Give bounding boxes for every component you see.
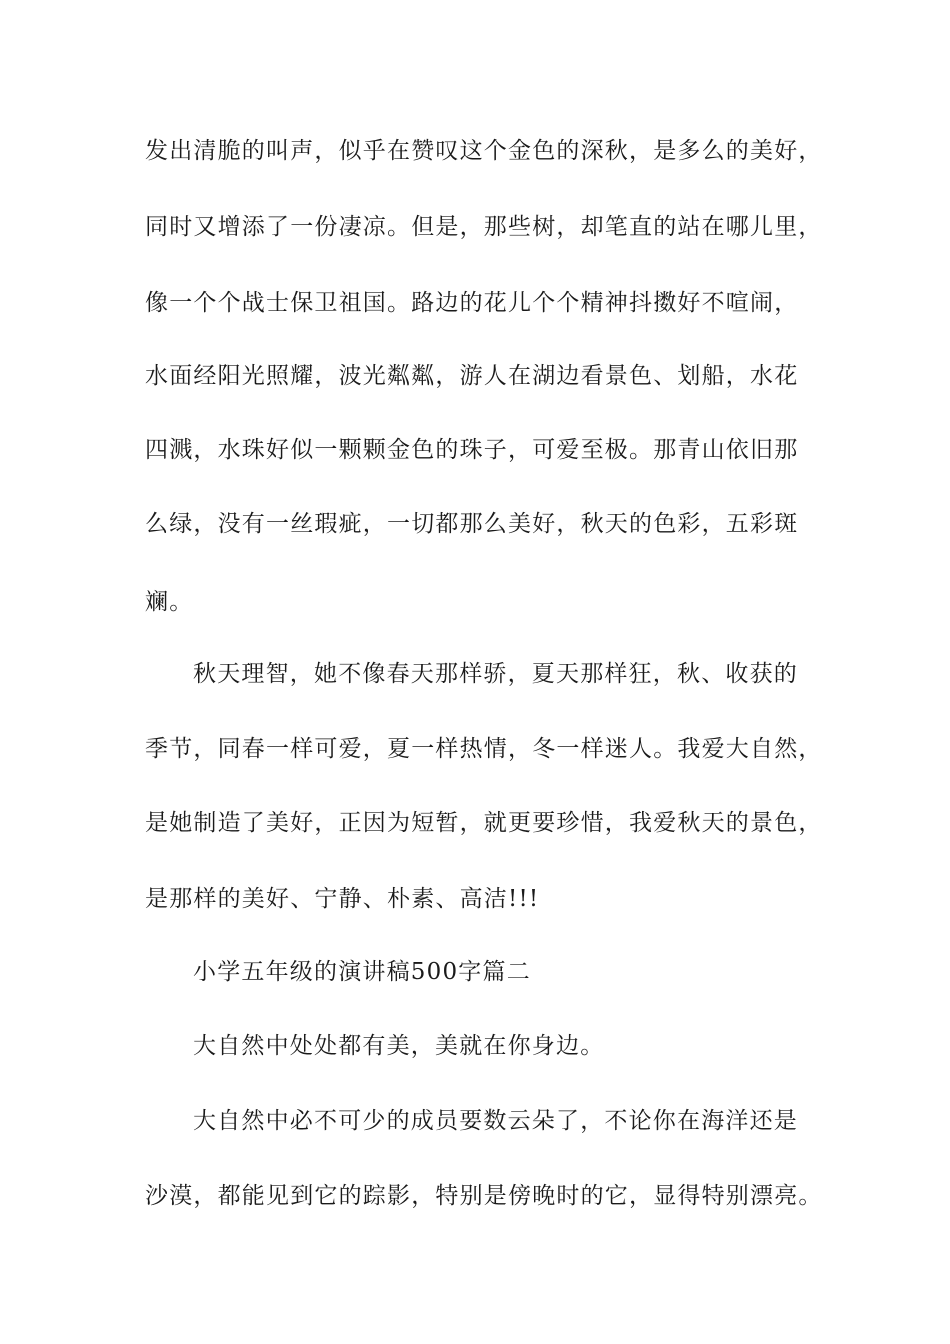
text-line: 斓。 <box>145 589 194 615</box>
text-line: 季节，同春一样可爱，夏一样热情，冬一样迷人。我爱大自然， <box>145 736 823 762</box>
text-line: 同时又增添了一份凄凉。但是，那些树，却笔直的站在哪儿里， <box>145 214 823 240</box>
section-heading: 小学五年级的演讲稿500字篇二 <box>193 959 531 985</box>
text-line: 发出清脆的叫声，似乎在赞叹这个金色的深秋，是多么的美好， <box>145 138 823 164</box>
text-line: 四溅，水珠好似一颗颗金色的珠子，可爱至极。那青山依旧那 <box>145 437 799 463</box>
paragraph-first-line: 秋天理智，她不像春天那样骄，夏天那样狂，秋、收获的 <box>193 661 798 687</box>
text-line: 么绿，没有一丝瑕疵，一切都那么美好，秋天的色彩，五彩斑 <box>145 511 799 537</box>
text-line: 水面经阳光照耀，波光粼粼，游人在湖边看景色、划船，水花 <box>145 363 799 389</box>
text-line: 是她制造了美好，正因为短暂，就更要珍惜，我爱秋天的景色， <box>145 810 823 836</box>
paragraph-first-line: 大自然中必不可少的成员要数云朵了，不论你在海洋还是 <box>193 1108 798 1134</box>
text-line: 像一个个战士保卫祖国。路边的花儿个个精神抖擞好不喧闹， <box>145 290 799 316</box>
paragraph-first-line: 大自然中处处都有美，美就在你身边。 <box>193 1033 605 1059</box>
text-line: 是那样的美好、宁静、朴素、高洁!!! <box>145 886 540 912</box>
text-line: 沙漠，都能见到它的踪影，特别是傍晚时的它，显得特别漂亮。 <box>145 1183 823 1209</box>
